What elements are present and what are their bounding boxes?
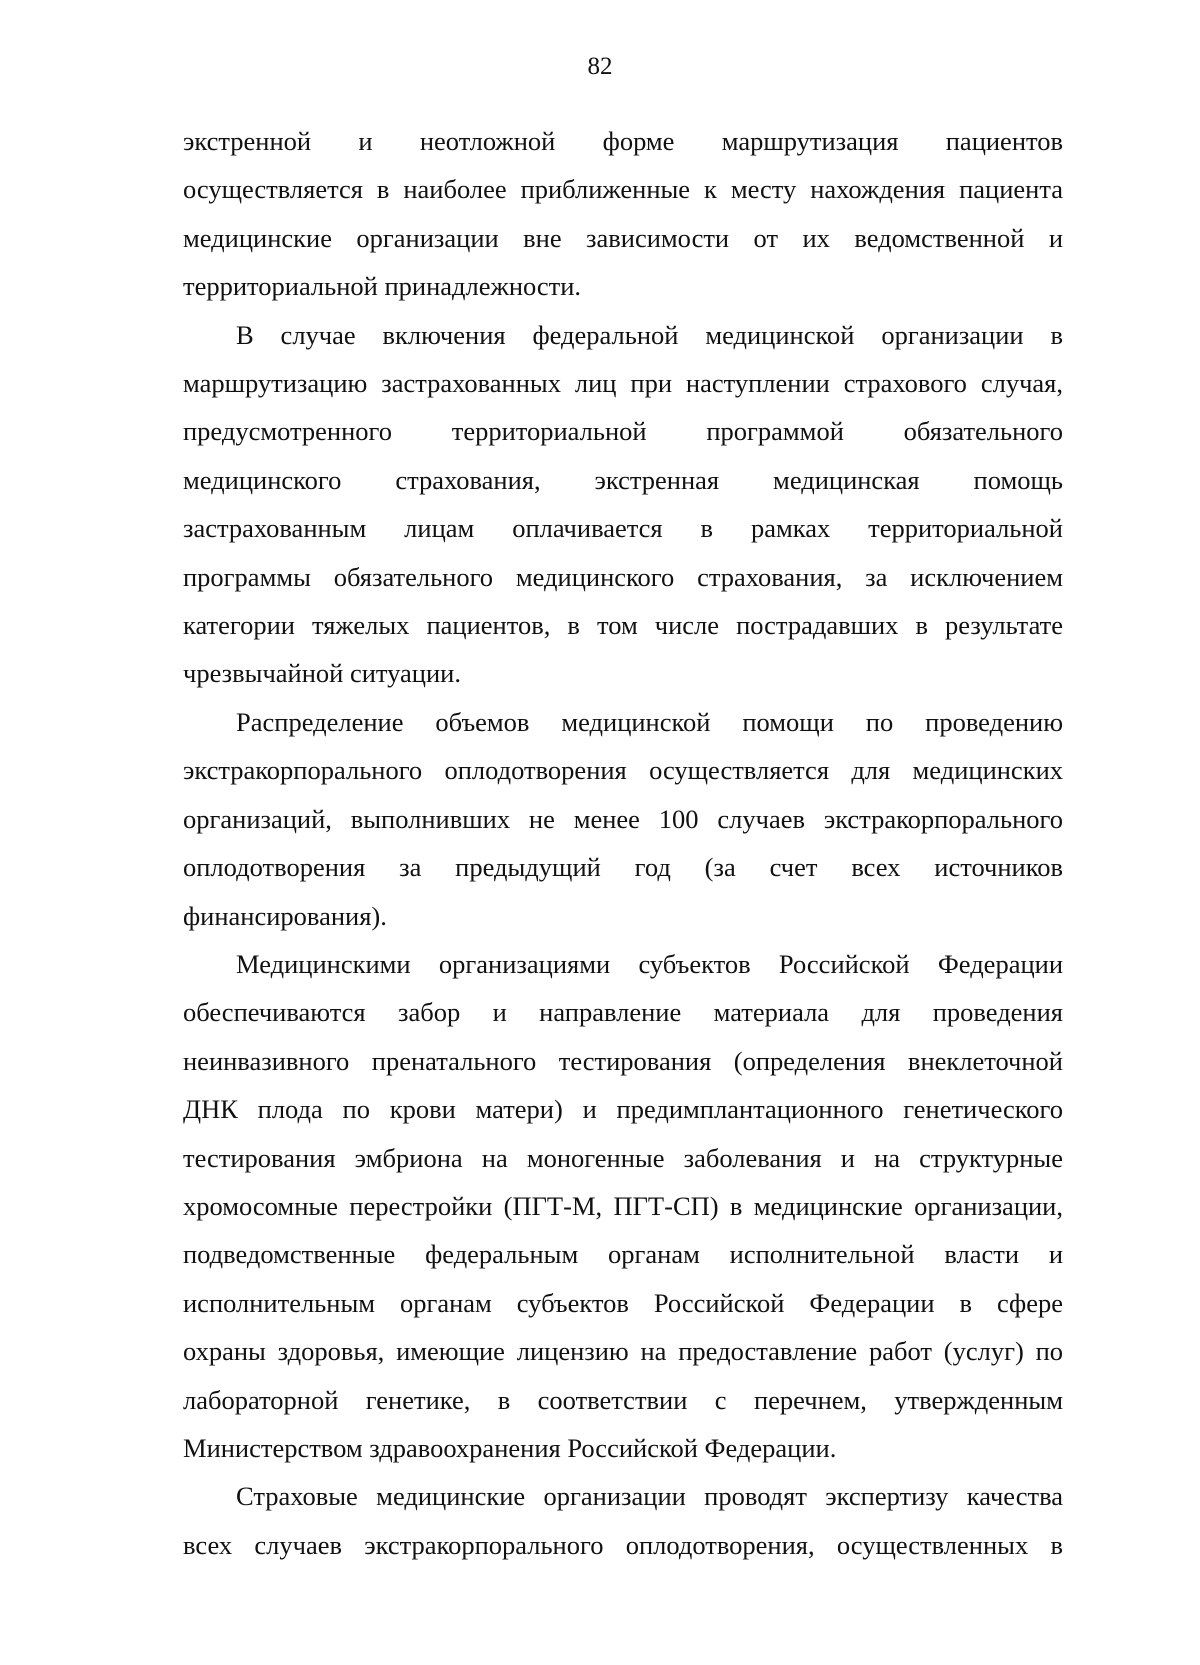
paragraph [183,311,1063,698]
text-line: неинвазивного пренатального тестирования (определения внеклеточной [183,1045,1063,1076]
paragraph [183,117,1063,311]
text-line: чрезвычайной ситуации. [183,658,461,689]
text-line: предусмотренного территориальной программой обязательного [183,416,1063,447]
text-line: исполнительным органам субъектов Российской Федерации в сфере [183,1287,1063,1318]
text-line: тестирования эмбриона на моногенные заболевания и на структурные [183,1142,1063,1173]
text-line: категории тяжелых пациентов, в том числе пострадавших в результате [183,610,1063,641]
text-line: организаций, выполнивших не менее 100 случаев экстракорпорального [183,803,1063,834]
text-line: застрахованным лицам оплачивается в рамках территориальной [183,513,1063,544]
text-line: экстракорпорального оплодотворения осуществляется для медицинских [183,755,1063,786]
text-line: Распределение объемов медицинской помощи по проведению [236,706,1063,737]
text-line: хромосомные перестройки (ПГТ-М, ПГТ-СП) в медицинские организации, [183,1190,1063,1221]
page-number: 82 [587,53,613,80]
paragraph [183,698,1063,940]
text-line: лабораторной генетике, в соответствии с перечнем, утвержденным [183,1384,1063,1415]
text-line: Страховые медицинские организации проводят экспертизу качества [236,1481,1063,1512]
text-line: медицинские организации вне зависимости от их ведомственной и [183,222,1063,253]
text-line: ДНК плода по крови матери) и предимплантационного генетического [183,1094,1063,1125]
document-body [183,117,1063,1569]
paragraph [183,940,1063,1472]
text-line: В случае включения федеральной медицинской организации в [236,319,1063,350]
text-line: всех случаев экстракорпорального оплодотворения, осуществленных в [183,1529,1063,1560]
text-line: маршрутизацию застрахованных лиц при наступлении страхового случая, [183,368,1063,399]
text-line: подведомственные федеральным органам исполнительной власти и [183,1239,1063,1270]
text-line: экстренной и неотложной форме маршрутизация пациентов [183,126,1063,156]
text-line: Медицинскими организациями субъектов Российской Федерации [236,948,1063,979]
text-line: оплодотворения за предыдущий год (за счет всех источников [183,852,1063,883]
text-line: обеспечиваются забор и направление материала для проведения [183,997,1063,1028]
text-line: Министерством здравоохранения Российской Федерации. [183,1432,837,1463]
text-line: территориальной принадлежности. [183,271,582,302]
text-line: охраны здоровья, имеющие лицензию на предоставление работ (услуг) по [183,1336,1063,1367]
text-line: осуществляется в наиболее приближенные к месту нахождения пациента [183,174,1063,205]
text-line: программы обязательного медицинского страхования, за исключением [183,561,1063,592]
text-line: медицинского страхования, экстренная медицинская помощь [183,464,1063,495]
text-line: финансирования). [183,900,387,931]
paragraph [183,1472,1063,1569]
